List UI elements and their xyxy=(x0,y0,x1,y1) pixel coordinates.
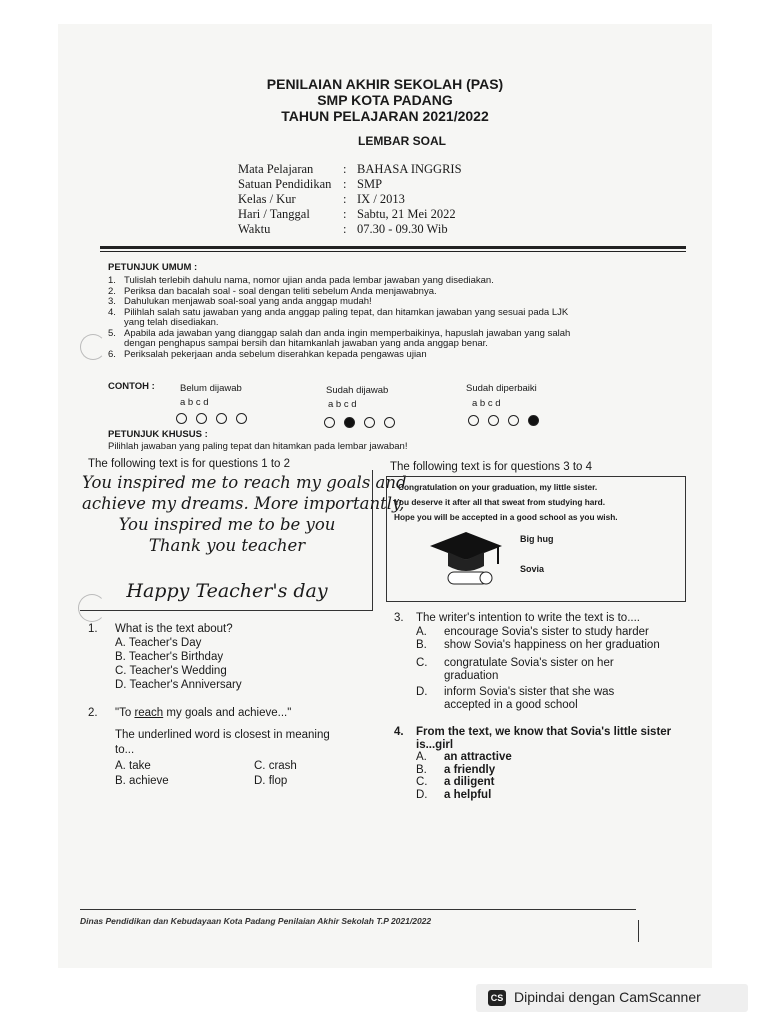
text1-line: You inspired me to be you xyxy=(118,515,336,534)
text2-intro: The following text is for questions 3 to 4 xyxy=(390,461,592,473)
info-row: Hari / Tanggal : Sabtu, 21 Mei 2022 xyxy=(238,207,456,221)
question-2: 2. "To reach my goals and achieve..." The underlined word is closest in meaning to... xyxy=(88,707,330,756)
camscanner-watermark xyxy=(476,984,748,1012)
option: C. a diligent xyxy=(416,776,495,788)
instruction-item: dengan penghapus sampai bersih dan hitamkanlah jawaban yang anda anggap benar. xyxy=(124,338,488,349)
text2-big-hug: Big hug xyxy=(520,534,554,544)
question-3: 3. The writer's intention to write the text is to.... A. encourage Sovia's sister to study harder B. show Sovia's happiness on her graduation C. congratulate Sovia's sister on her graduation D. inform Sovia's sister that she was accepted in a good school xyxy=(394,612,660,711)
question-text: to... xyxy=(115,744,135,756)
answer-bubble xyxy=(196,413,207,424)
example-corrected-bubbles xyxy=(468,412,548,430)
divider xyxy=(100,251,686,252)
example-answered-title: Sudah dijawab xyxy=(326,385,389,396)
instruction-item: 5. Apabila ada jawaban yang dianggap salah dan anda ingin memperbaikinya, hapuslah jawaban yang salah xyxy=(108,327,571,339)
camscanner-text: Dipindai dengan CamScanner xyxy=(514,989,701,1005)
text1-line: Thank you teacher xyxy=(148,536,306,555)
instruction-item: yang telah disediakan. xyxy=(124,317,219,328)
text1-message xyxy=(82,472,407,556)
option: B. a friendly xyxy=(416,763,496,776)
answer-bubble xyxy=(488,415,499,426)
answer-bubble xyxy=(324,417,335,428)
answer-bubble xyxy=(384,417,395,428)
example-label: CONTOH : xyxy=(108,381,155,392)
option: graduation xyxy=(444,670,499,682)
option: C. crash xyxy=(254,760,297,772)
example-letters: a b c d xyxy=(180,397,209,408)
option: D. flop xyxy=(254,775,288,787)
underlined-word: reach xyxy=(134,707,164,719)
answer-bubble xyxy=(364,417,375,428)
option: A. encourage Sovia's sister to study harder xyxy=(416,625,649,638)
option: A. take xyxy=(115,760,151,772)
footer-tick xyxy=(638,920,639,942)
instruction-item: 2. Periksa dan bacalah soal - soal dengan teliti sebelum Anda menjawabnya. xyxy=(108,285,437,297)
answer-bubble xyxy=(236,413,247,424)
specific-instructions-text: Pilihlah jawaban yang paling tepat dan hitamkan pada lembar jawaban! xyxy=(108,441,408,452)
question-2-options-right xyxy=(254,759,297,789)
info-table xyxy=(238,162,462,237)
divider xyxy=(100,246,686,249)
punch-hole-mark xyxy=(80,334,106,360)
text2-sign: Sovia xyxy=(520,564,545,574)
option: C. Teacher's Wedding xyxy=(115,665,227,677)
info-row: Kelas / Kur : IX / 2013 xyxy=(238,192,405,206)
option: B. Teacher's Birthday xyxy=(115,651,224,663)
question-text: is...girl xyxy=(416,738,454,751)
option: A. an attractive xyxy=(416,751,512,763)
footer-rule xyxy=(80,909,636,910)
question-4: 4. From the text, we know that Sovia's little sister is...girl A. an attractive B. a friendly C. a diligent D. a helpful xyxy=(394,726,672,801)
example-corrected-title: Sudah diperbaiki xyxy=(466,383,537,394)
academic-year: TAHUN PELAJARAN 2021/2022 xyxy=(281,108,489,124)
graduation-cap-icon xyxy=(428,526,504,590)
option: D. a helpful xyxy=(416,788,492,801)
exam-title: PENILAIAN AKHIR SEKOLAH (PAS) xyxy=(266,76,504,92)
answer-bubble xyxy=(468,415,479,426)
answer-bubble xyxy=(176,413,187,424)
example-letters: a b c d xyxy=(328,399,357,410)
option: accepted in a good school xyxy=(444,699,578,711)
instruction-item: 1. Tulislah terlebih dahulu nama, nomor ujian anda pada lembar jawaban yang disediakan. xyxy=(108,275,494,286)
text1-line: You inspired me to reach my goals and xyxy=(82,473,407,492)
info-row: Mata Pelajaran : BAHASA INGGRIS xyxy=(238,162,462,176)
option: C. congratulate Sovia's sister on her xyxy=(416,656,614,669)
question-text: The underlined word is closest in meaning xyxy=(115,729,330,741)
option: B. show Sovia's happiness on her graduation xyxy=(416,639,660,651)
answer-bubble-filled xyxy=(528,415,539,426)
footer-text: Dinas Pendidikan dan Kebudayaan Kota Padang Penilaian Akhir Sekolah T.P 2021/2022 xyxy=(80,916,432,926)
option: D. inform Sovia's sister that she was xyxy=(416,685,615,698)
answer-bubble xyxy=(508,415,519,426)
question-1: 1. What is the text about? A. Teacher's Day B. Teacher's Birthday C. Teacher's Wedding D. Teacher's Anniversary xyxy=(88,623,242,691)
option: A. Teacher's Day xyxy=(115,637,202,649)
text2-message xyxy=(394,480,618,525)
camscanner-logo-icon: CS xyxy=(488,990,506,1006)
instruction-item: 3. Dahulukan menjawab soal-soal yang anda anggap mudah! xyxy=(108,296,372,307)
text1-intro: The following text is for questions 1 to 2 xyxy=(88,458,290,470)
info-row: Satuan Pendidikan : SMP xyxy=(238,177,383,191)
answer-bubble xyxy=(216,413,227,424)
option: D. Teacher's Anniversary xyxy=(115,679,242,691)
text1-line: achieve my dreams. More importantly, xyxy=(82,494,405,513)
sheet-title: LEMBAR SOAL xyxy=(358,134,446,148)
text2-line: Congratulation on your graduation, my little sister. xyxy=(398,482,598,492)
example-unanswered-title: Belum dijawab xyxy=(180,383,242,394)
general-instructions-title: PETUNJUK UMUM : xyxy=(108,262,198,273)
example-unanswered-bubbles xyxy=(176,410,256,428)
text2-line: Hope you will be accepted in a good school as you wish. xyxy=(394,512,618,522)
example-answered-bubbles xyxy=(324,414,404,432)
text1-closing: Happy Teacher's day xyxy=(126,580,328,602)
instruction-item: 6. Periksalah pekerjaan anda sebelum diserahkan kepada pengawas ujian xyxy=(108,348,427,360)
answer-bubble-filled xyxy=(344,417,355,428)
info-row: Waktu : 07.30 - 09.30 Wib xyxy=(238,222,448,236)
specific-instructions-title: PETUNJUK KHUSUS : xyxy=(108,429,208,440)
question-2-options-left xyxy=(115,759,169,789)
general-instructions-list xyxy=(108,276,570,360)
school-name: SMP KOTA PADANG xyxy=(317,92,453,108)
option: B. achieve xyxy=(115,775,169,787)
punch-hole-mark xyxy=(78,594,106,622)
instruction-item: 4. Pilihlah salah satu jawaban yang anda anggap paling tepat, dan hitamkan jawaban yang sesuai pada LJK xyxy=(108,306,569,318)
example-letters: a b c d xyxy=(472,398,501,409)
text2-line: You deserve it after all that sweat from studying hard. xyxy=(394,497,606,507)
exam-sheet xyxy=(58,24,712,968)
